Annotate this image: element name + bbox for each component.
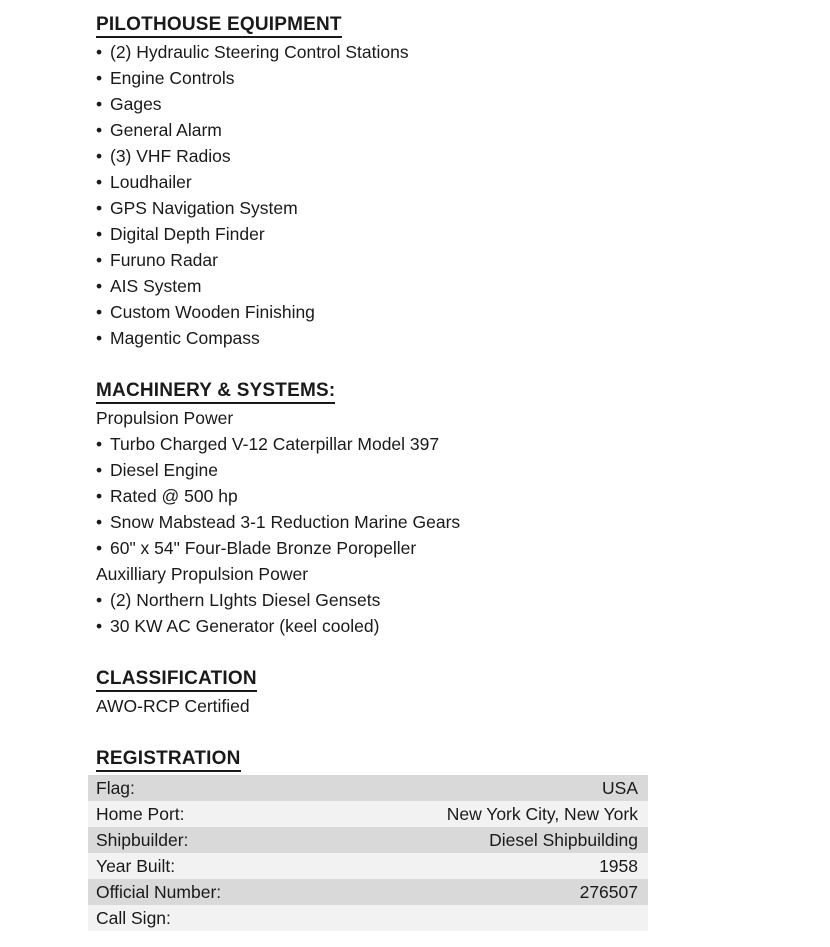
list-item-text: Custom Wooden Finishing	[110, 302, 315, 322]
list-item-text: 60" x 54" Four-Blade Bronze Poropeller	[110, 538, 417, 558]
bullet-icon: •	[96, 250, 103, 270]
row-label: Year Built:	[96, 856, 176, 876]
section-pilothouse-equipment	[88, 13, 648, 351]
registration-heading: REGISTRATION	[96, 748, 241, 772]
list-item-text: Diesel Engine	[110, 460, 218, 480]
list-item	[88, 195, 648, 221]
list-item	[88, 273, 648, 299]
list-item	[88, 299, 648, 325]
bullet-icon: •	[96, 172, 103, 192]
list-item	[88, 221, 648, 247]
row-label: Shipbuilder:	[96, 830, 189, 850]
registration-table	[88, 775, 648, 931]
bullet-icon: •	[96, 276, 103, 296]
document-content	[88, 13, 648, 931]
pilothouse-equipment-heading: PILOTHOUSE EQUIPMENT	[96, 14, 342, 38]
bullet-icon: •	[96, 434, 103, 454]
list-item	[88, 39, 648, 65]
row-value: New York City, New York	[446, 804, 638, 824]
bullet-icon: •	[96, 68, 103, 88]
section-heading-row	[88, 13, 648, 39]
section-machinery-systems	[88, 379, 648, 639]
bullet-icon: •	[96, 94, 103, 114]
list-item-text: General Alarm	[110, 120, 222, 140]
section-heading-row	[88, 747, 648, 773]
list-item	[88, 535, 648, 561]
section-heading-row	[88, 379, 648, 405]
machinery-systems-heading: MACHINERY & SYSTEMS:	[96, 380, 335, 404]
bullet-icon: •	[96, 616, 103, 636]
row-label: Call Sign:	[96, 908, 171, 928]
bullet-icon: •	[96, 146, 103, 166]
list-item-text: Digital Depth Finder	[110, 224, 265, 244]
bullet-icon: •	[96, 538, 103, 558]
bullet-icon: •	[96, 328, 103, 348]
bullet-icon: •	[96, 512, 103, 532]
list-item	[88, 65, 648, 91]
table-row-home-port	[88, 801, 648, 827]
section-classification	[88, 667, 648, 719]
list-item-text: Turbo Charged V-12 Caterpillar Model 397	[110, 434, 440, 454]
row-label: Official Number:	[96, 882, 222, 902]
section-registration	[88, 747, 648, 931]
row-value: Diesel Shipbuilding	[489, 830, 638, 850]
group-label	[88, 405, 648, 431]
list-item	[88, 509, 648, 535]
list-item-text: Engine Controls	[110, 68, 235, 88]
classification-heading: CLASSIFICATION	[96, 668, 257, 692]
list-item	[88, 457, 648, 483]
list-item	[88, 169, 648, 195]
list-item-text: Magentic Compass	[110, 328, 260, 348]
list-item-text: Furuno Radar	[110, 250, 218, 270]
list-item	[88, 91, 648, 117]
list-item-text: AIS System	[110, 276, 202, 296]
row-label: Home Port:	[96, 804, 185, 824]
group-label-text: Auxilliary Propulsion Power	[96, 564, 309, 584]
list-item	[88, 117, 648, 143]
list-item-text: Loudhailer	[110, 172, 192, 192]
list-item-text: (2) Northern LIghts Diesel Gensets	[110, 590, 381, 610]
group-label-text: Propulsion Power	[96, 408, 234, 428]
bullet-icon: •	[96, 460, 103, 480]
list-item-text: Gages	[110, 94, 162, 114]
list-item	[88, 431, 648, 457]
bullet-icon: •	[96, 42, 103, 62]
list-item	[88, 143, 648, 169]
list-item-text: Rated @ 500 hp	[110, 486, 238, 506]
list-item	[88, 325, 648, 351]
list-item	[88, 587, 648, 613]
row-label: Flag:	[96, 778, 135, 798]
list-item-text: 30 KW AC Generator (keel cooled)	[110, 616, 380, 636]
group-label	[88, 561, 648, 587]
list-item	[88, 483, 648, 509]
list-item	[88, 613, 648, 639]
bullet-icon: •	[96, 302, 103, 322]
table-row-shipbuilder	[88, 827, 648, 853]
list-item-text: (3) VHF Radios	[110, 146, 231, 166]
bullet-icon: •	[96, 590, 103, 610]
table-row-flag	[88, 775, 648, 801]
table-row-year-built	[88, 853, 648, 879]
list-item-text: GPS Navigation System	[110, 198, 298, 218]
table-row-official-number	[88, 879, 648, 905]
classification-text	[88, 693, 648, 719]
row-value: USA	[602, 778, 638, 798]
list-item-text: Snow Mabstead 3-1 Reduction Marine Gears	[110, 512, 461, 532]
bullet-icon: •	[96, 120, 103, 140]
row-value: 276507	[579, 882, 638, 902]
bullet-icon: •	[96, 224, 103, 244]
bullet-icon: •	[96, 486, 103, 506]
bullet-icon: •	[96, 198, 103, 218]
list-item	[88, 247, 648, 273]
classification-value: AWO-RCP Certified	[96, 696, 250, 716]
row-value: 1958	[599, 856, 638, 876]
section-heading-row	[88, 667, 648, 693]
table-row-call-sign	[88, 905, 648, 931]
list-item-text: (2) Hydraulic Steering Control Stations	[110, 42, 409, 62]
